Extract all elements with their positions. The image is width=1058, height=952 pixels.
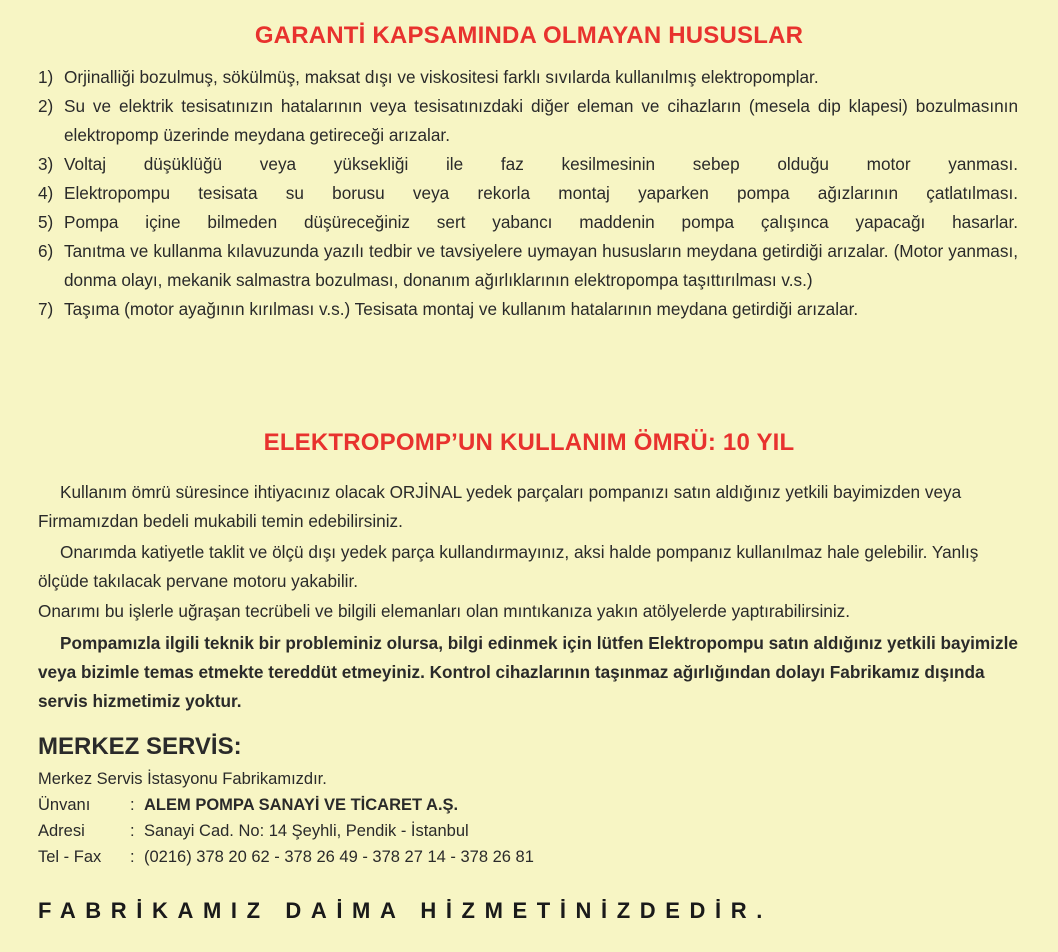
lifetime-paragraph-contact [38,629,1018,716]
item-text: Taşıma (motor ayağının kırılması v.s.) Tesisata montaj ve kullanım hatalarının meydana getirdiği arızalar. [64,299,859,319]
table-row [38,792,534,818]
paragraph-text: Kullanım ömrü süresince ihtiyacınız olacak ORJİNAL yedek parçaları pompanızı satın aldığınız yetkili bayimizden veya Firmamızdan bedeli mukabili temin edebilirsiniz. [38,482,962,531]
lifetime-paragraph-workshop: Onarımı bu işlerle uğraşan tecrübeli ve bilgili elemanları olan mıntıkanıza yakın atölyelerde yaptırabilirsiniz. [38,601,851,621]
list-item [38,150,1018,179]
info-label: Tel - Fax [38,848,102,866]
list-item [38,63,1018,92]
info-separator: : [130,796,135,814]
exclusions-list [38,63,1018,324]
table-row [38,818,534,844]
central-service-intro: Merkez Servis İstasyonu Fabrikamızdır. [38,770,327,788]
service-info-table [38,792,534,870]
item-text: Orjinalliği bozulmuş, sökülmüş, maksat dışı ve viskositesi farklı sıvılarda kullanılmış elektropomplar. [64,67,819,87]
item-text: Elektropompu tesisata su borusu veya rekorla montaj yaparken pompa ağızlarının çatlatılması. [64,183,1018,203]
footer-slogan: FABRİKAMIZ DAİMA HİZMETİNİZDEDİR. [38,898,772,923]
lifetime-paragraph-repair [38,538,1018,596]
item-text: Tanıtma ve kullanma kılavuzunda yazılı tedbir ve tavsiyelere uymayan hususların meydana getirdiği arızalar. (Motor yanması, donma olayı, mekanik salmastra bozulması, donanım ağırlıklarının elektropompa taşıttırılması v.s.) [64,241,1018,290]
item-number: 6) [38,241,54,261]
paragraph-text: Pompamızla ilgili teknik bir probleminiz olursa, bilgi edinmek için lütfen Elektropompu satın aldığınız yetkili bayimizle veya bizimle temas etmekte tereddüt etmeyiniz. Kontrol cihazlarının taşınmaz ağırlığından dolayı Fabrikamız dışında servis hizmetimiz yoktur. [38,633,1018,711]
central-service-heading: MERKEZ SERVİS: [38,733,242,760]
info-label: Adresi [38,822,85,840]
lifetime-paragraph-parts [38,478,1018,536]
paragraph-text: Onarımda katiyetle taklit ve ölçü dışı yedek parça kullandırmayınız, aksi halde pompanız kullanılmaz hale gelebilir. Yanlış ölçüde takılacak pervane motoru yakabilir. [38,542,979,591]
company-title-value: ALEM POMPA SANAYİ VE TİCARET A.Ş. [144,796,459,814]
item-number: 3) [38,154,54,174]
item-number: 5) [38,212,54,232]
warranty-exclusions-title: GARANTİ KAPSAMINDA OLMAYAN HUSUSLAR [254,22,804,49]
list-item [38,92,1018,150]
info-separator: : [130,848,135,866]
table-row [38,844,534,870]
item-number: 7) [38,299,54,319]
list-item [38,179,1018,208]
address-value: Sanayi Cad. No: 14 Şeyhli, Pendik - İstanbul [144,822,469,840]
info-separator: : [130,822,135,840]
phone-fax-value: (0216) 378 20 62 - 378 26 49 - 378 27 14 - 378 26 81 [144,848,534,866]
lifetime-title: ELEKTROPOMP’UN KULLANIM ÖMRÜ: 10 YIL [263,429,795,456]
item-number: 1) [38,67,54,87]
item-number: 4) [38,183,54,203]
list-item [38,295,1018,324]
list-item [38,208,1018,237]
item-text: Pompa içine bilmeden düşüreceğiniz sert yabancı maddenin pompa çalışınca yapacağı hasarlar. [64,212,1018,232]
item-number: 2) [38,96,54,116]
item-text: Su ve elektrik tesisatınızın hatalarının veya tesisatınızdaki diğer eleman ve cihazların (mesela dip klapesi) bozulmasının elektropomp üzerinde meydana getireceği arızalar. [64,96,1018,145]
list-item [38,237,1018,295]
item-text: Voltaj düşüklüğü veya yüksekliği ile faz kesilmesinin sebep olduğu motor yanması. [64,154,1018,174]
info-label: Ünvanı [38,796,91,814]
